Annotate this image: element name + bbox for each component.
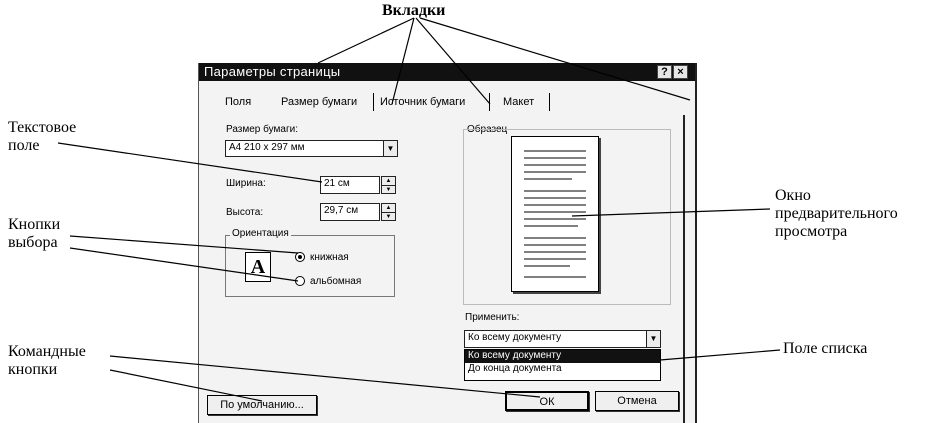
apply-dropdown-list: [464, 349, 661, 381]
landscape-radio[interactable]: [295, 276, 305, 286]
tab-divider: [489, 93, 490, 111]
apply-value: Ко всему документу: [468, 332, 562, 343]
apply-select[interactable]: [464, 330, 661, 348]
landscape-label[interactable]: альбомная: [310, 276, 362, 287]
chevron-down-icon[interactable]: ▼: [646, 331, 660, 347]
height-label: Высота:: [226, 207, 264, 218]
annotation-preview-window: Окно предварительного просмотра: [775, 187, 898, 240]
annotation-command-buttons: Командные кнопки: [8, 343, 86, 378]
preview-text-lines: [512, 137, 598, 291]
page-orientation-icon: A: [245, 252, 271, 282]
page-setup-dialog: [198, 63, 697, 423]
paper-size-select[interactable]: [225, 140, 398, 157]
tab-margins[interactable]: Поля: [225, 96, 252, 108]
arrow-up-icon[interactable]: ▲: [382, 177, 395, 186]
chevron-down-icon[interactable]: ▼: [383, 141, 397, 156]
tab-divider: [549, 93, 550, 111]
help-button[interactable]: ?: [657, 65, 672, 79]
tab-divider: [373, 93, 374, 111]
ok-button[interactable]: ОК: [505, 391, 589, 411]
annotation-list-field: Поле списка: [783, 340, 868, 357]
annotation-tabs: Вкладки: [382, 2, 446, 19]
apply-label: Применить:: [465, 312, 520, 323]
annotation-text-field: Текстовое поле: [8, 119, 77, 154]
default-button[interactable]: По умолчанию...: [207, 395, 317, 415]
height-field[interactable]: 29,7 см: [320, 203, 380, 221]
arrow-down-icon[interactable]: ▼: [385, 187, 392, 193]
tab-paper-size[interactable]: Размер бумаги: [281, 96, 358, 108]
arrow-up-icon[interactable]: ▲: [382, 204, 395, 213]
portrait-label[interactable]: книжная: [310, 252, 349, 263]
paper-size-value: А4 210 х 297 мм: [229, 142, 305, 153]
height-spinner[interactable]: [381, 203, 396, 221]
arrow-down-icon[interactable]: ▼: [385, 214, 392, 220]
tab-paper-source[interactable]: Источник бумаги: [380, 96, 466, 108]
annotation-select-buttons: Кнопки выбора: [8, 216, 61, 251]
tab-layout[interactable]: Макет: [503, 96, 535, 108]
width-field[interactable]: 21 см: [320, 176, 380, 194]
tab-panel-border: [683, 115, 685, 423]
width-spinner[interactable]: [381, 176, 396, 194]
title-bar: [199, 63, 695, 81]
width-label: Ширина:: [226, 178, 266, 189]
preview-label: Образец: [467, 124, 508, 135]
paper-size-label: Размер бумаги:: [226, 124, 298, 135]
preview-page: [511, 136, 599, 292]
cancel-button[interactable]: Отмена: [595, 391, 679, 411]
close-button[interactable]: ×: [673, 65, 688, 79]
dialog-title: Параметры страницы: [204, 64, 341, 79]
portrait-radio[interactable]: [295, 252, 305, 262]
list-item[interactable]: До конца документа: [468, 363, 562, 374]
orientation-label: Ориентация: [232, 228, 289, 239]
list-item[interactable]: Ко всему документу: [465, 350, 660, 363]
